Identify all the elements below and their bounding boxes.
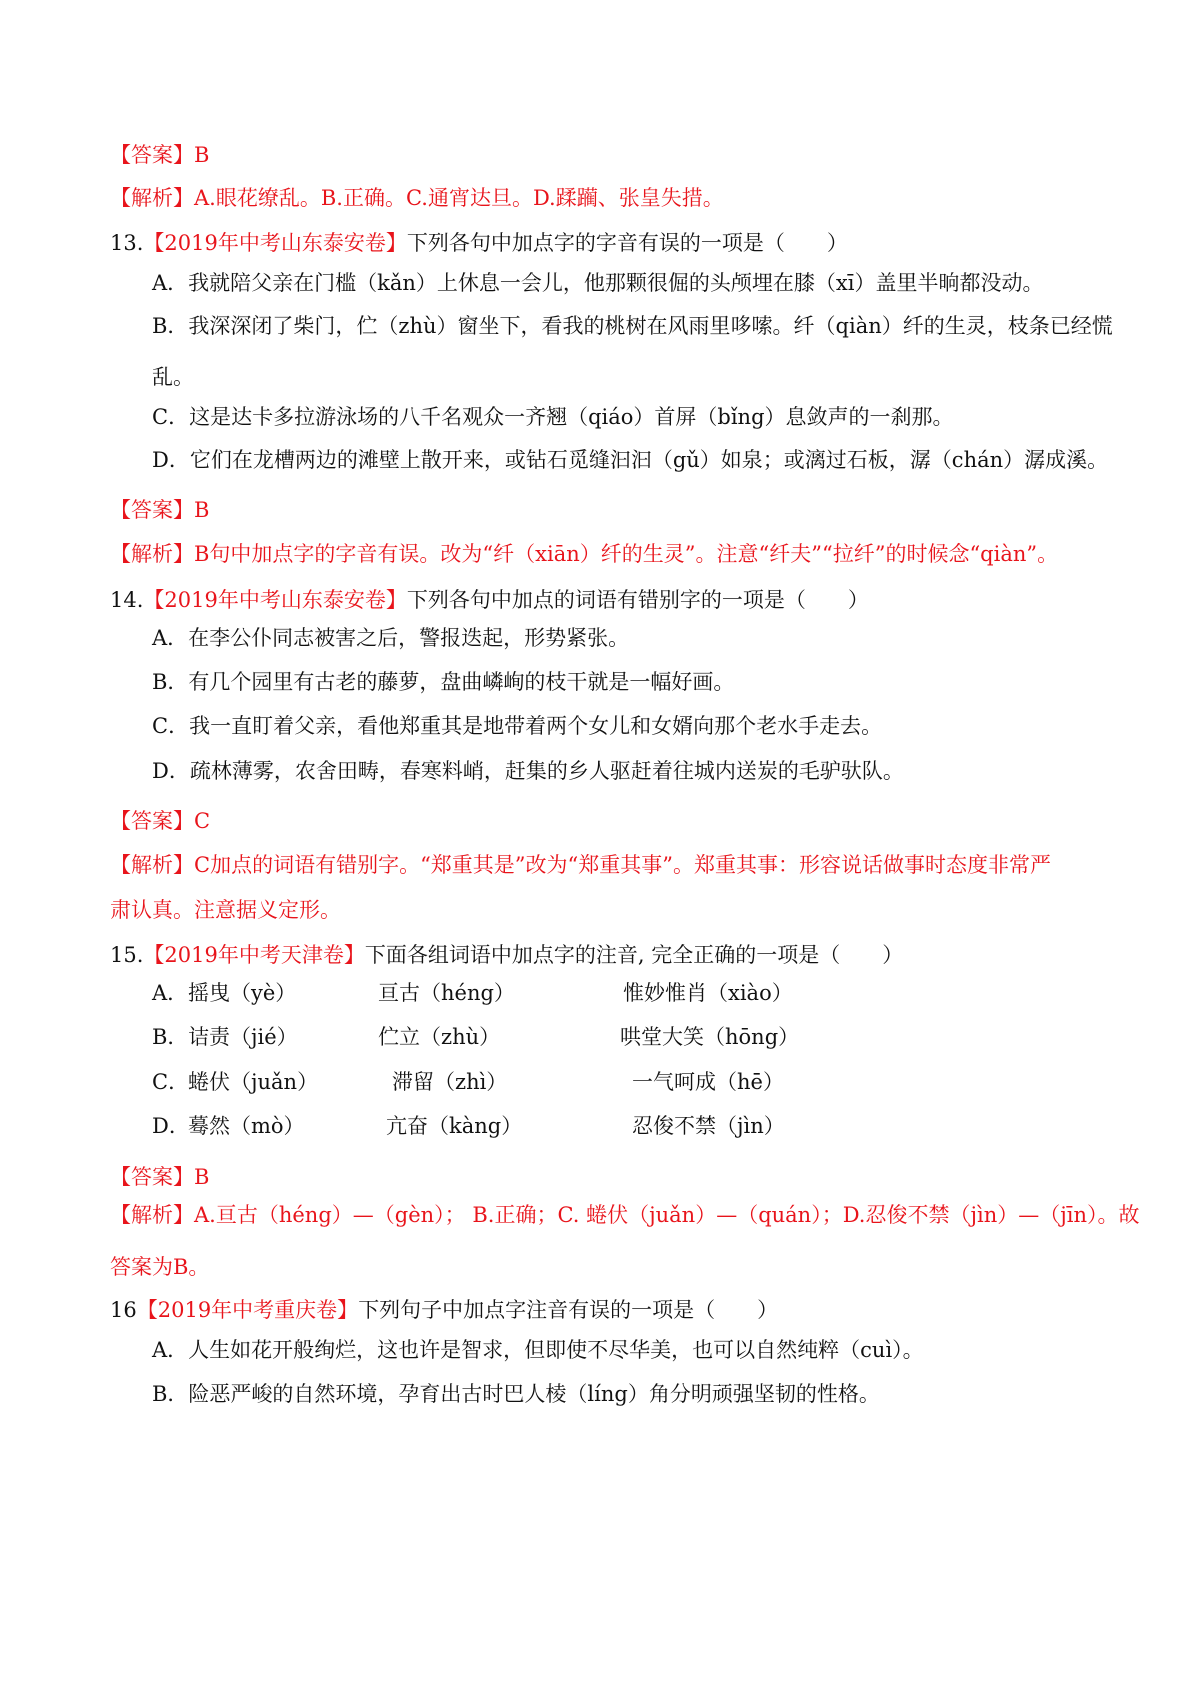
q15-row-a-col2: 亘古（héng）: [378, 981, 515, 1005]
q15-analysis-line2: 答案为B。: [110, 1255, 210, 1279]
q13-option-a: A．我就陪父亲在门槛（kǎn）上休息一会儿，他那颗很倔的头颅埋在膝（xī）盖里半晌都没动。: [152, 271, 1044, 295]
q15-row-b-label: B．: [152, 1025, 189, 1049]
q15-row-d-col1: 蓦然（mò）: [188, 1114, 305, 1138]
q15-answer: 【答案】B: [110, 1165, 210, 1189]
q14-option-c: C．我一直盯着父亲，看他郑重其是地带着两个女儿和女婿向那个老水手走去。: [152, 714, 883, 738]
q13-source: 【2019年中考山东泰安卷】: [143, 231, 407, 255]
q16-source: 【2019年中考重庆卷】: [136, 1298, 359, 1322]
q13-option-c: C．这是达卡多拉游泳场的八千名观众一齐翘（qiáo）首屏（bǐng）息敛声的一刹那。: [152, 405, 954, 429]
q14-source: 【2019年中考山东泰安卷】: [143, 588, 407, 612]
q13-answer: 【答案】B: [110, 498, 210, 522]
q13-number: 13.: [110, 231, 144, 255]
q13-question: 下列各句中加点字的字音有误的一项是（ ）: [406, 231, 848, 255]
q12-answer: 【答案】B: [110, 143, 210, 167]
q14-question: 下列各句中加点的词语有错别字的一项是（ ）: [406, 588, 869, 612]
q15-row-c-col2: 滞留（zhì）: [392, 1070, 508, 1094]
q14-option-d: D．疏林薄雾，农舍田畴，春寒料峭，赶集的乡人驱赶着往城内送炭的毛驴驮队。: [152, 759, 904, 783]
q15-row-a-label: A．: [152, 981, 189, 1005]
q15-analysis-line1: 【解析】A.亘古（héng）—（gèn）； B.正确；C. 蜷伏（juǎn）—（quán）；D.忍俊不禁（jìn）—（jīn）。故: [110, 1203, 1140, 1227]
q15-row-d-col2: 亢奋（kàng）: [386, 1114, 523, 1138]
q13-question-line: [110, 228, 848, 258]
q15-row-b-col1: 诘责（jié）: [188, 1025, 298, 1049]
q15-row-c-label: C．: [152, 1070, 190, 1094]
q16-question-line: [110, 1295, 778, 1325]
q14-analysis-line1: 【解析】C加点的词语有错别字。“郑重其是”改为“郑重其事”。郑重其事：形容说话做事时态度非常严: [110, 853, 1052, 877]
q15-number: 15.: [110, 943, 144, 967]
q15-row-a-col3: 惟妙惟肖（xiào）: [623, 981, 793, 1005]
q14-number: 14.: [110, 588, 144, 612]
q13-option-d: D．它们在龙槽两边的滩壁上散开来，或钻石觅缝汩汩（gǔ）如泉；或漓过石板，潺（chán）潺成溪。: [152, 448, 1109, 472]
q15-row-d-col3: 忍俊不禁（jìn）: [632, 1114, 785, 1138]
q15-source: 【2019年中考天津卷】: [143, 943, 365, 967]
q15-row-c-col1: 蜷伏（juǎn）: [188, 1070, 319, 1094]
q15-question: 下面各组词语中加点字的注音, 完全正确的一项是（ ）: [364, 943, 904, 967]
q13-analysis: 【解析】B句中加点字的字音有误。改为“纤（xiān）纤的生灵”。注意“纤夫”“拉纤”的时候念“qiàn”。: [110, 542, 1059, 566]
q14-question-line: [110, 585, 869, 615]
q16-number: 16: [110, 1298, 137, 1322]
q14-analysis-line2: 肃认真。注意据义定形。: [110, 898, 341, 922]
q13-option-b: B．我深深闭了柴门，伫（zhù）窗坐下，看我的桃树在风雨里哆嗦。纤（qiàn）纤的生灵，枝条已经慌: [152, 314, 1113, 338]
q15-row-b-col3: 哄堂大笑（hōng）: [620, 1025, 800, 1049]
q14-option-b: B．有几个园里有古老的藤萝，盘曲嶙峋的枝干就是一幅好画。: [152, 670, 735, 694]
q15-row-c-col3: 一气呵成（hē）: [632, 1070, 784, 1094]
q12-analysis: 【解析】A.眼花缭乱。B.正确。C.通宵达旦。D.蹂躏、张皇失措。: [110, 186, 724, 210]
q15-row-a-col1: 摇曳（yè）: [188, 981, 297, 1005]
q14-option-a: A．在李公仆同志被害之后，警报迭起，形势紧张。: [152, 626, 630, 650]
q15-row-b-col2: 伫立（zhù）: [378, 1025, 501, 1049]
q15-row-d-label: D．: [152, 1114, 190, 1138]
q16-option-a: A．人生如花开般绚烂，这也许是智求，但即使不尽华美，也可以自然纯粹（cuì）。: [152, 1338, 924, 1362]
q14-answer: 【答案】C: [110, 809, 211, 833]
q16-option-b: B．险恶严峻的自然环境，孕育出古时巴人棱（líng）角分明顽强坚韧的性格。: [152, 1382, 880, 1406]
q13-option-b-cont: 乱。: [152, 365, 194, 389]
q15-question-line: [110, 940, 903, 970]
q16-question: 下列句子中加点字注音有误的一项是（ ）: [358, 1298, 779, 1322]
